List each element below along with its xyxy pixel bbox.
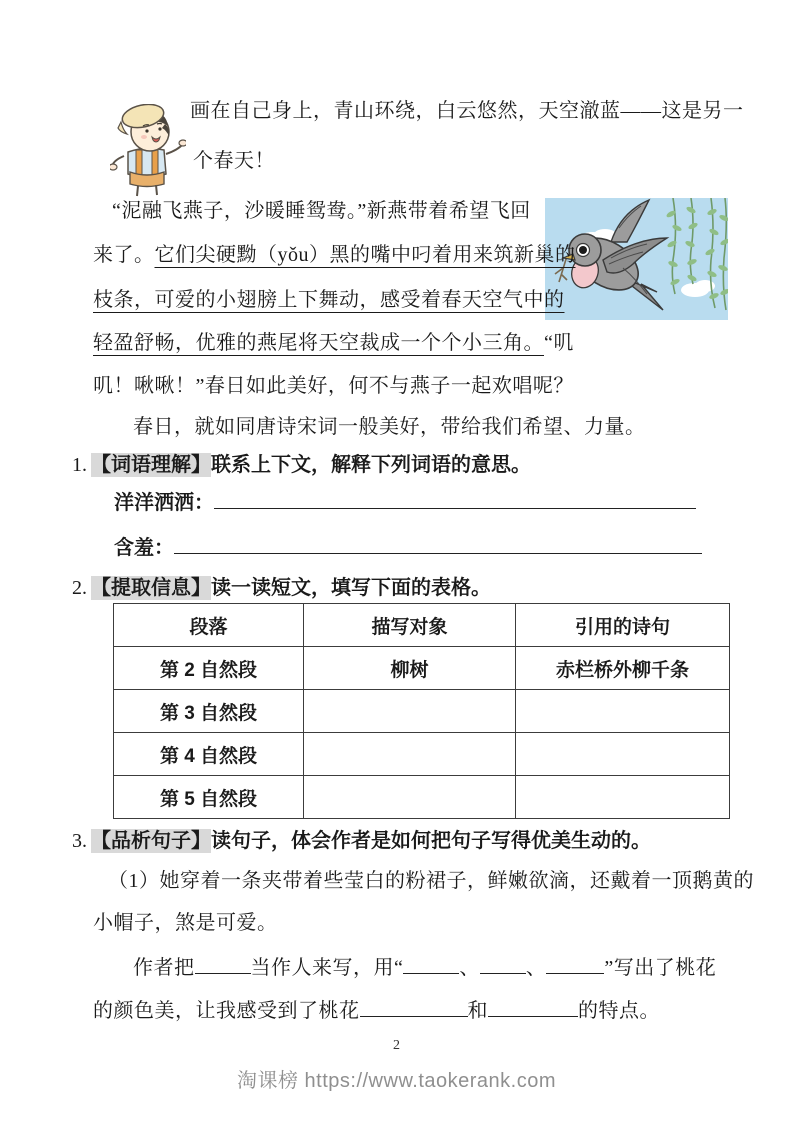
- question-1-tag: 【词语理解】: [91, 454, 211, 476]
- table-cell: [304, 776, 516, 819]
- word-label-2: 含羞：: [114, 537, 174, 559]
- answer-blank: [360, 998, 468, 1017]
- question-1-item-1: [114, 490, 696, 516]
- table-cell: [516, 690, 730, 733]
- spring-summary-line: 春日，就如同唐诗宋词一般美好，带给我们希望、力量。: [133, 416, 646, 438]
- table-cell: 第 5 自然段: [114, 776, 304, 819]
- question-3-fill-line-2: 的颜色美，让我感受到了桃花 和 的特点。: [93, 1000, 660, 1022]
- answer-blank: [174, 535, 702, 554]
- question-3-heading: [72, 828, 651, 854]
- header-cell: 引用的诗句: [516, 604, 730, 647]
- answer-blank: [546, 955, 604, 974]
- swallow-paragraph-line-1: “泥融飞燕子，沙暖睡鸳鸯。”新燕带着希望飞回: [112, 200, 531, 222]
- question-1-prompt: 联系上下文，解释下列词语的意思。: [211, 454, 531, 476]
- question-2-prompt: 读一读短文，填写下面的表格。: [211, 577, 491, 599]
- swallow-paragraph-line-3: 枝条，可爱的小翅膀上下舞动，感受着春天空气中的: [93, 289, 565, 311]
- table-cell: [304, 690, 516, 733]
- intro-line-2: 个春天！: [193, 150, 275, 172]
- table-cell: [516, 733, 730, 776]
- table-row: [114, 733, 730, 776]
- question-2-number: 2.: [72, 577, 87, 599]
- question-1-heading: [72, 452, 531, 478]
- question-3-fill-line-1: 作者把 当作人来写，用“ 、 、 ”写出了桃花: [133, 957, 717, 979]
- question-1-number: 1.: [72, 454, 87, 476]
- table-cell: 第 4 自然段: [114, 733, 304, 776]
- table-header-row: [114, 604, 730, 647]
- question-3-prompt: 读句子，体会作者是如何把句子写得优美生动的。: [211, 830, 651, 852]
- question-3-number: 3.: [72, 830, 87, 852]
- question-1-item-2: [114, 535, 702, 561]
- table-cell: 第 2 自然段: [114, 647, 304, 690]
- page-number: 2: [393, 1038, 400, 1053]
- question-2-heading: [72, 575, 491, 601]
- header-cell: 描写对象: [304, 604, 516, 647]
- answer-blank: [480, 955, 526, 974]
- question-3-sentence-line-2: 小帽子，煞是可爱。: [93, 912, 278, 934]
- table-cell: 第 3 自然段: [114, 690, 304, 733]
- cartoon-boy-icon: [110, 104, 186, 200]
- table-cell: 赤栏桥外柳千条: [516, 647, 730, 690]
- answer-blank: [488, 998, 578, 1017]
- swallow-paragraph-line-2: 来了。它们尖硬黝（yǒu）黑的嘴中叼着用来筑新巢的: [93, 244, 576, 266]
- question-2-tag: 【提取信息】: [91, 577, 211, 599]
- header-cell: 段落: [114, 604, 304, 647]
- answer-blank: [214, 490, 696, 509]
- table-row: [114, 776, 730, 819]
- table-row: [114, 690, 730, 733]
- table-cell: [304, 733, 516, 776]
- intro-line-1: 画在自己身上，青山环绕，白云悠然，天空澈蓝——这是另一: [190, 100, 744, 122]
- swallow-paragraph-line-4: 轻盈舒畅，优雅的燕尾将天空裁成一个个小三角。“叽: [93, 332, 574, 354]
- question-3-tag: 【品析句子】: [91, 830, 211, 852]
- paragraph-info-table: [113, 603, 730, 819]
- word-label-1: 洋洋洒洒：: [114, 492, 214, 514]
- table-cell: 柳树: [304, 647, 516, 690]
- swallow-paragraph-line-5: 叽！啾啾！”春日如此美好，何不与燕子一起欢唱呢？: [93, 375, 574, 397]
- answer-blank: [195, 955, 251, 974]
- question-3-sentence-line-1: （1）她穿着一条夹带着些莹白的粉裙子，鲜嫩欲滴，还戴着一顶鹅黄的: [108, 870, 754, 892]
- table-row: [114, 647, 730, 690]
- table-cell: [516, 776, 730, 819]
- answer-blank: [403, 955, 459, 974]
- watermark-site-link: 淘课榜 https://www.taokerank.com: [236, 1070, 557, 1092]
